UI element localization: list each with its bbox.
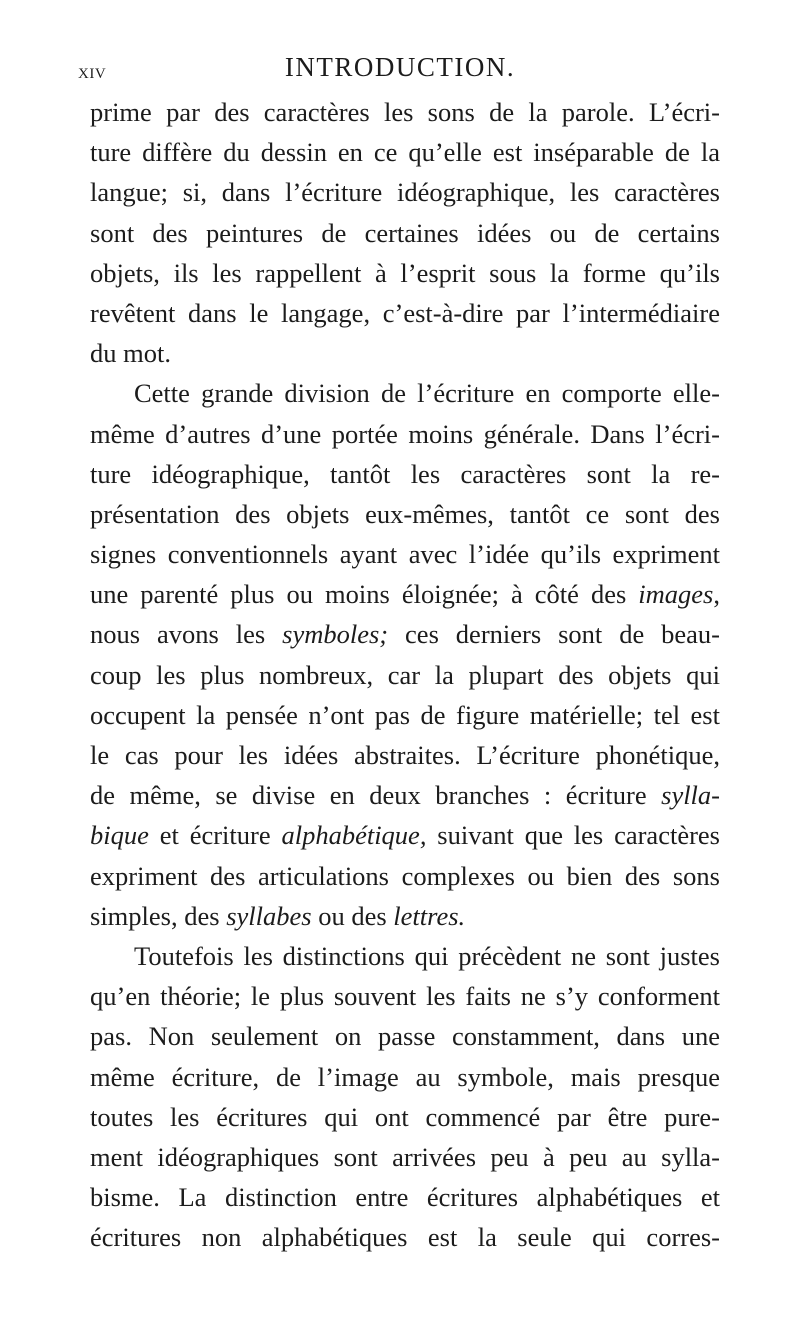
text-line: bique et écriture alphabétique, suivant que les caractères — [90, 820, 720, 851]
text-line: écritures non alphabétiques est la seule qui corres- — [90, 1222, 720, 1253]
text-line: simples, des syllabes ou des lettres. — [90, 900, 466, 931]
text-line: occupent la pensée n’ont pas de figure matérielle; tel est — [90, 699, 720, 730]
italic-term: symboles; — [282, 619, 389, 650]
text-line: langue; si, dans l’écriture idéographique, les caractères — [90, 177, 720, 208]
text-line: signes conventionnels ayant avec l’idée qu’ils expriment — [90, 539, 720, 570]
text-line: objets, ils les rappellent à l’esprit sous la forme qu’ils — [90, 257, 720, 288]
italic-term: lettres. — [393, 900, 466, 931]
text-line: une parenté plus ou moins éloignée; à côté des images, — [90, 579, 720, 610]
text-line: même d’autres d’une portée moins générale. Dans l’écri- — [90, 418, 720, 449]
text-line: expriment des articulations complexes ou bien des sons — [90, 860, 720, 891]
text-line: du mot. — [90, 338, 171, 369]
text-line: qu’en théorie; le plus souvent les faits ne s’y conforment — [90, 981, 720, 1012]
text-line: ment idéographiques sont arrivées peu à peu au sylla- — [90, 1141, 720, 1172]
text-line: ture diffère du dessin en ce qu’elle est inséparable de la — [90, 137, 720, 168]
italic-term: syllabes — [226, 900, 312, 931]
text-line: coup les plus nombreux, car la plupart des objets qui — [90, 659, 720, 690]
text-line: nous avons les symboles; ces derniers sont de beau- — [90, 619, 720, 650]
page-header — [78, 52, 722, 92]
text-line: pas. Non seulement on passe constamment, dans une — [90, 1021, 720, 1052]
text-line: même écriture, de l’image au symbole, mais presque — [90, 1061, 720, 1092]
paragraph-first-line: Toutefois les distinctions qui précèdent ne sont justes — [134, 940, 720, 971]
body-text — [90, 92, 720, 1257]
paragraph-first-line: Cette grande division de l’écriture en comporte elle- — [134, 378, 720, 409]
text-line: bisme. La distinction entre écritures alphabétiques et — [90, 1182, 720, 1213]
italic-term: images — [638, 579, 714, 610]
text-line: ture idéographique, tantôt les caractères sont la re- — [90, 458, 720, 489]
text-line: sont des peintures de certaines idées ou de certains — [90, 217, 720, 248]
text-line: présentation des objets eux-mêmes, tantôt ce sont des — [90, 498, 720, 529]
italic-term: alphabétique, — [281, 820, 427, 851]
text-line: toutes les écritures qui ont commencé par être pure- — [90, 1101, 720, 1132]
text-line: de même, se divise en deux branches : écriture sylla- — [90, 780, 720, 811]
page-number: XIV — [78, 66, 107, 82]
text-line: le cas pour les idées abstraites. L’écriture phonétique, — [90, 740, 720, 770]
italic-term: sylla- — [661, 780, 720, 811]
italic-term: bique — [90, 820, 149, 851]
running-title: INTRODUCTION. — [284, 52, 516, 82]
text-line: prime par des caractères les sons de la parole. L’écri- — [90, 97, 720, 127]
text-line: revêtent dans le langage, c’est-à-dire par l’intermédiaire — [90, 297, 720, 328]
